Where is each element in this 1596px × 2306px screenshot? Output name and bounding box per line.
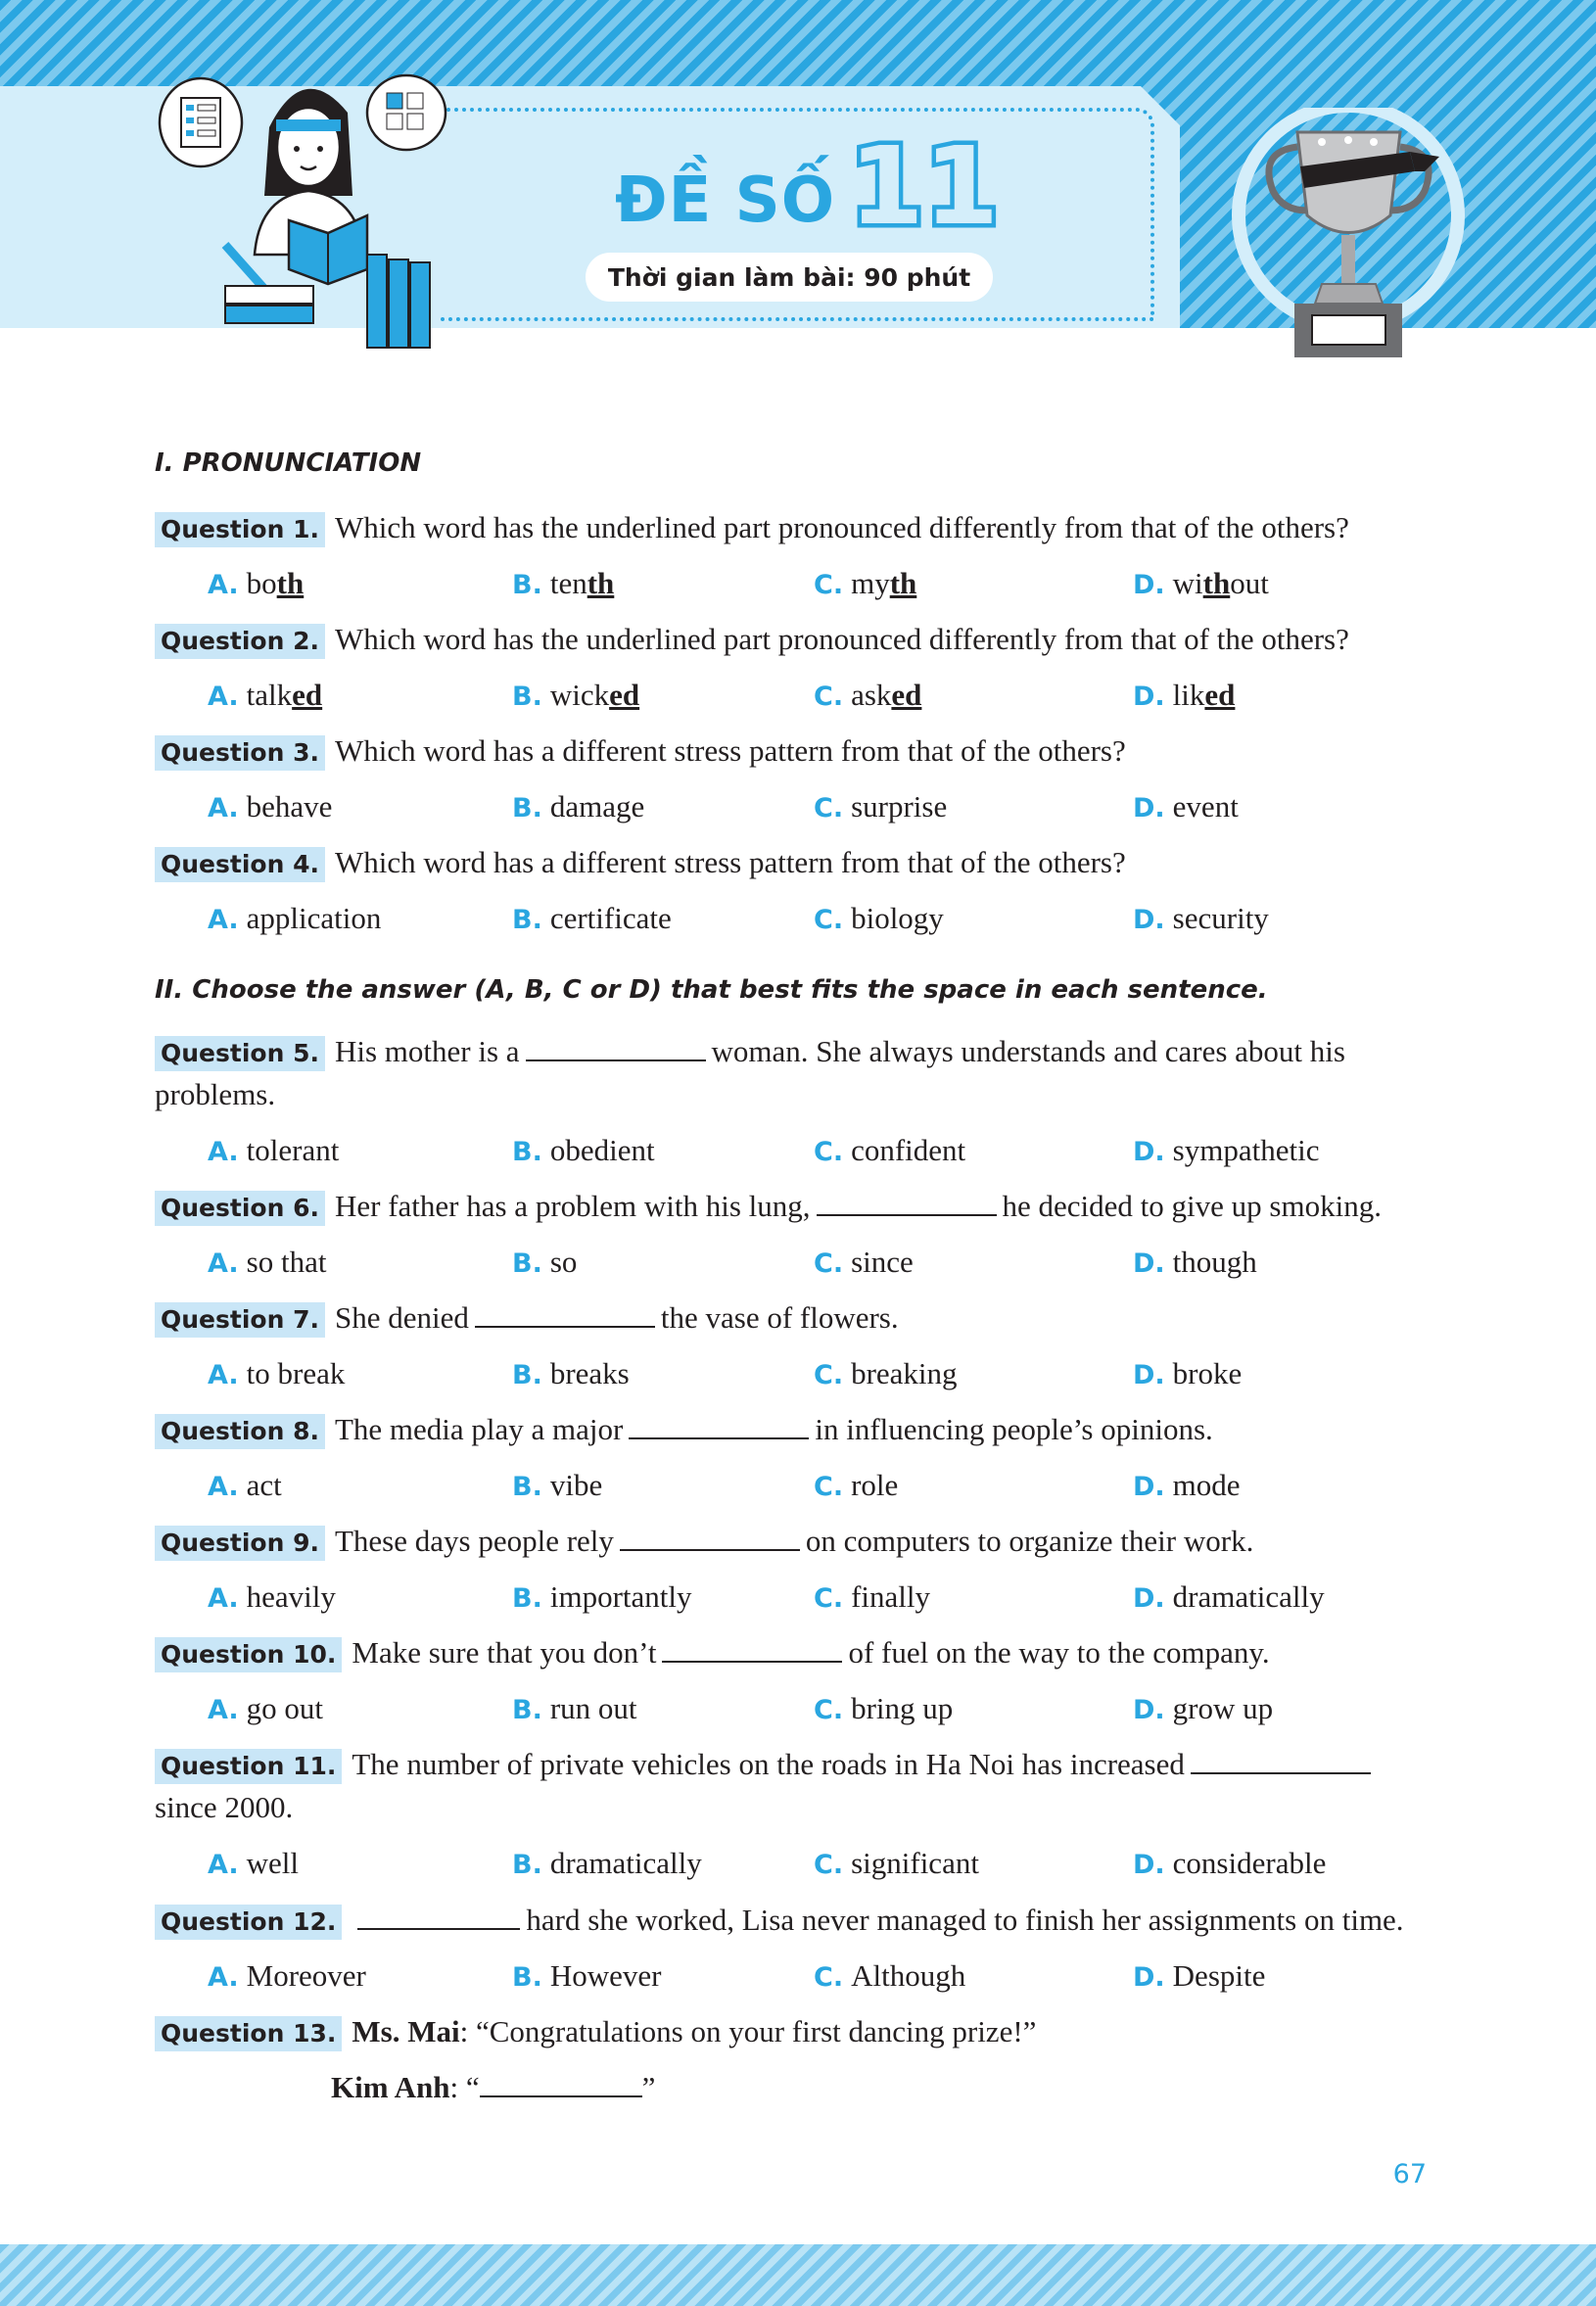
question-8-options [0,1464,1596,1507]
answer-blank[interactable] [475,1300,655,1328]
question-label: Question 12. [155,1905,342,1940]
question-2 [155,618,1426,661]
section-heading-choose-answer: II. Choose the answer (A, B, C or D) that best fits the space in each sentence. [155,975,1268,1005]
option-d[interactable]: D. mode [1133,1468,1241,1502]
exam-title-number: 11 [849,123,1000,249]
option-d[interactable]: D. broke [1133,1356,1243,1390]
option-c[interactable]: C. biology [814,901,944,935]
student-reading-illustration [157,59,450,353]
question-label: Question 13. [155,2016,342,2051]
answer-blank[interactable] [629,1412,809,1439]
question-2-options [0,674,1596,717]
option-b[interactable]: B. However [512,1958,662,1993]
answer-blank[interactable] [526,1034,706,1061]
option-c[interactable]: C. asked [814,678,922,712]
answer-blank[interactable] [357,1903,520,1930]
question-text: Which word has the underlined part pronounced differently from that of the others? [334,510,1349,544]
question-11-options [0,1842,1596,1885]
option-c[interactable]: C. confident [814,1133,966,1167]
question-text: Which word has a different stress pattern from that of the others? [334,845,1126,879]
option-a[interactable]: A. go out [208,1691,324,1725]
option-a[interactable]: A. well [208,1846,300,1880]
option-d[interactable]: D. sympathetic [1133,1133,1320,1167]
option-c[interactable]: C. myth [814,566,917,600]
option-a[interactable]: A. act [208,1468,282,1502]
option-c[interactable]: C. significant [814,1846,979,1880]
question-label: Question 4. [155,847,325,882]
page-number: 67 [1392,2159,1427,2189]
trophy-icon [1214,108,1483,372]
answer-blank[interactable] [480,2070,642,2097]
option-d[interactable]: D. liked [1133,678,1236,712]
question-label: Question 6. [155,1191,325,1226]
option-a[interactable]: A. behave [208,789,333,824]
option-d[interactable]: D. security [1133,901,1269,935]
question-label: Question 3. [155,735,325,771]
footer-stripe-band [0,2244,1596,2306]
option-a[interactable]: A. both [208,566,305,600]
question-text-before: The media play a major [334,1412,624,1446]
option-d[interactable]: D. though [1133,1245,1257,1279]
question-text-after: on computers to organize their work. [805,1524,1254,1558]
option-c[interactable]: C. role [814,1468,899,1502]
option-a[interactable]: A. Moreover [208,1958,366,1993]
option-c[interactable]: C. finally [814,1579,930,1614]
option-b[interactable]: B. certificate [512,901,672,935]
question-label: Question 5. [155,1036,325,1071]
question-label: Question 9. [155,1526,325,1561]
question-12 [155,1899,1426,1942]
question-label: Question 7. [155,1302,325,1338]
section-heading-pronunciation: I. PRONUNCIATION [155,448,422,478]
option-c[interactable]: C. bring up [814,1691,954,1725]
option-c[interactable]: C. surprise [814,789,948,824]
question-text-after: the vase of flowers. [660,1300,899,1335]
question-10 [155,1631,1426,1674]
question-label: Question 1. [155,512,325,547]
question-9 [155,1520,1426,1563]
exam-title-word: ĐỀ SỐ [615,165,836,237]
question-text: Which word has the underlined part pronounced differently from that of the others? [334,622,1349,656]
question-11 [155,1743,1426,1829]
option-d[interactable]: D. dramatically [1133,1579,1325,1614]
question-text-before: She denied [334,1300,469,1335]
quote-close: ” [641,2070,656,2104]
question-text: Which word has a different stress pattern from that of the others? [334,733,1126,768]
question-text-after: woman. She always understands and cares about his problems. [155,1034,1345,1111]
question-text-before: His mother is a [334,1034,520,1068]
question-9-options [0,1576,1596,1619]
dialogue-line: : “Congratulations on your first dancing prize!” [459,2014,1037,2048]
option-d[interactable]: D. without [1133,566,1269,600]
question-8 [155,1408,1426,1451]
question-1 [155,506,1426,549]
option-c[interactable]: C. Although [814,1958,966,1993]
option-b[interactable]: B. wicked [512,678,640,712]
question-4 [155,841,1426,884]
question-10-options [0,1687,1596,1730]
question-text-after: of fuel on the way to the company. [848,1635,1270,1670]
option-c[interactable]: C. since [814,1245,914,1279]
question-6 [155,1185,1426,1228]
question-text-before: The number of private vehicles on the roads in Ha Noi has increased [352,1747,1185,1781]
option-a[interactable]: A. to break [208,1356,346,1390]
option-d[interactable]: D. grow up [1133,1691,1274,1725]
question-label: Question 8. [155,1414,325,1449]
question-text-after: he decided to give up smoking. [1002,1189,1382,1223]
question-text-after: hard she worked, Lisa never managed to finish her assignments on time. [526,1903,1404,1937]
option-a[interactable]: A. talked [208,678,323,712]
question-13 [155,2010,1426,2053]
question-label: Question 11. [155,1749,342,1784]
option-d[interactable]: D. event [1133,789,1239,824]
answer-blank[interactable] [817,1189,997,1216]
question-4-options [0,897,1596,940]
question-6-options [0,1241,1596,1284]
question-text-before: Her father has a problem with his lung, [334,1189,811,1223]
question-7-options [0,1352,1596,1395]
option-b[interactable]: B. vibe [512,1468,603,1502]
question-5 [155,1030,1426,1116]
option-b[interactable]: B. damage [512,789,645,824]
option-b[interactable]: B. so [512,1245,578,1279]
speaker-name: Kim Anh [331,2070,450,2104]
question-5-options [0,1129,1596,1172]
option-b[interactable]: B. breaks [512,1356,630,1390]
exam-title [615,123,1000,249]
question-3-options [0,785,1596,828]
question-3 [155,729,1426,773]
option-a[interactable]: A. heavily [208,1579,336,1614]
option-b[interactable]: B. dramatically [512,1846,702,1880]
option-b[interactable]: B. tenth [512,566,615,600]
question-label: Question 2. [155,624,325,659]
option-a[interactable]: A. tolerant [208,1133,340,1167]
question-12-options [0,1954,1596,1998]
question-text-after: since 2000. [155,1790,294,1824]
quote-open: : “ [449,2070,480,2104]
question-text-before: Make sure that you don’t [352,1635,657,1670]
question-13-response [331,2066,1408,2109]
option-c[interactable]: C. breaking [814,1356,958,1390]
answer-blank[interactable] [1191,1747,1371,1774]
answer-blank[interactable] [662,1635,842,1663]
speaker-name: Ms. Mai [352,2014,460,2048]
question-text-before: These days people rely [334,1524,614,1558]
option-b[interactable]: B. importantly [512,1579,692,1614]
question-7 [155,1296,1426,1340]
question-1-options [0,562,1596,605]
option-d[interactable]: D. Despite [1133,1958,1266,1993]
option-a[interactable]: A. application [208,901,382,935]
option-b[interactable]: B. obedient [512,1133,655,1167]
question-label: Question 10. [155,1637,342,1672]
option-a[interactable]: A. so that [208,1245,327,1279]
option-b[interactable]: B. run out [512,1691,637,1725]
question-text-after: in influencing people’s opinions. [815,1412,1213,1446]
option-d[interactable]: D. considerable [1133,1846,1327,1880]
answer-blank[interactable] [620,1524,800,1551]
time-limit-label: Thời gian làm bài: 90 phút [586,253,993,302]
